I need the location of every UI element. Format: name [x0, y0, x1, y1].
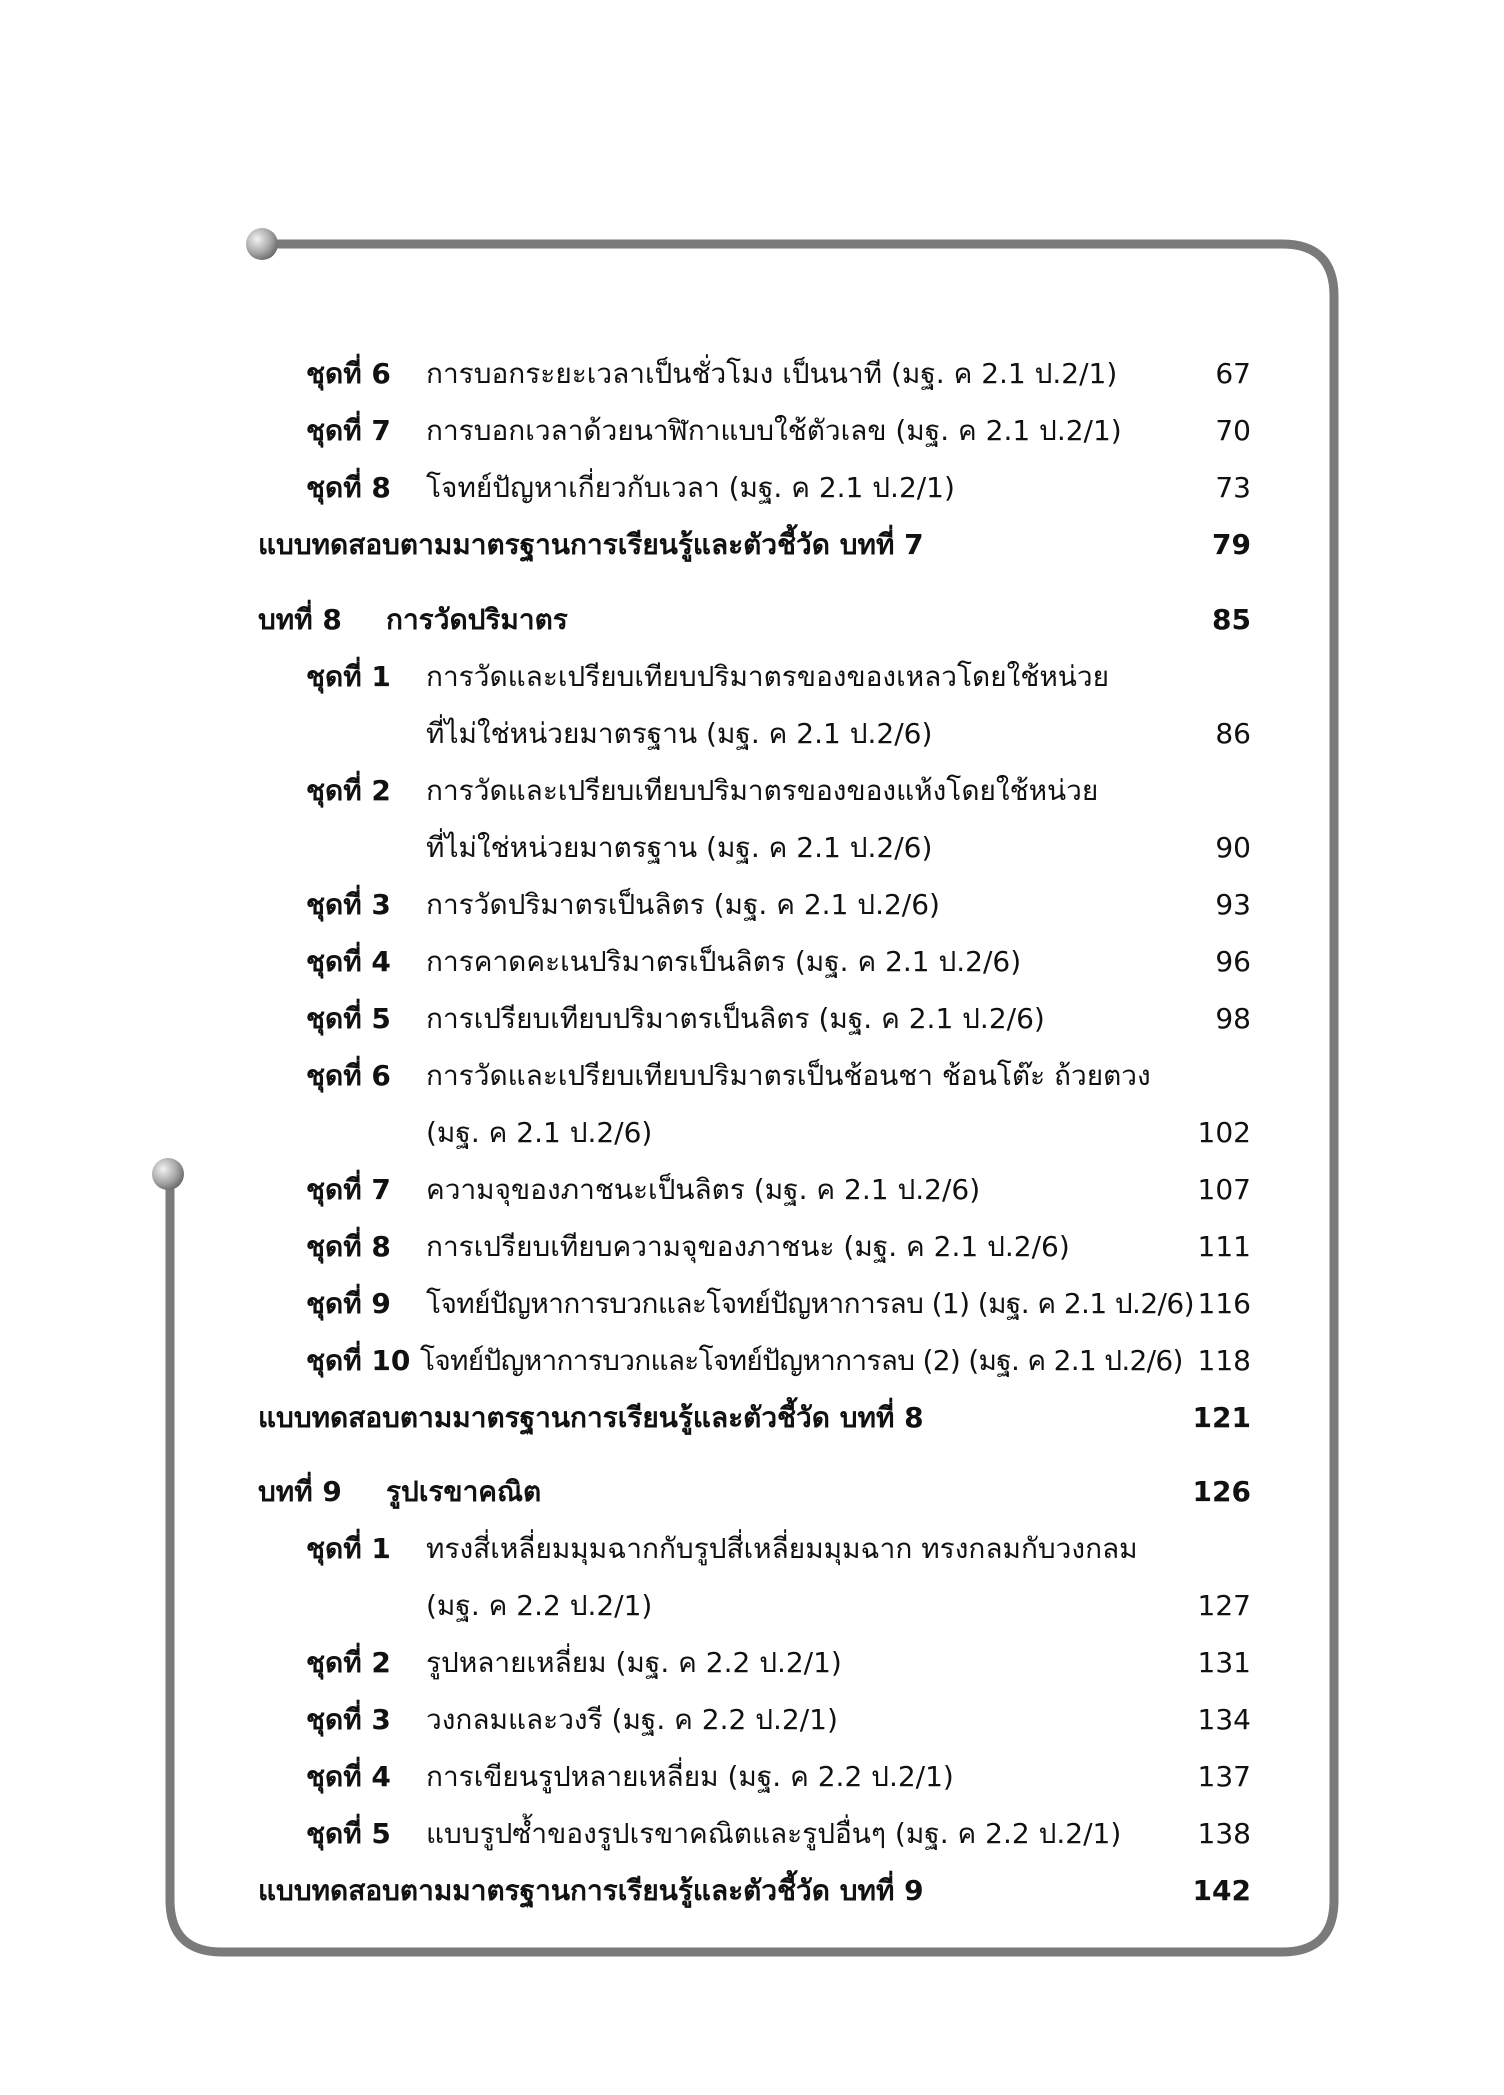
toc-entry-label: ชุดที่ 5 [306, 1817, 391, 1850]
toc-entry-title: โจทย์ปัญหาการบวกและโจทย์ปัญหาการลบ (2) (มฐ. ค 2.1 ป.2/6) [420, 1344, 1183, 1377]
toc-entry-label: ชุดที่ 1 [306, 1532, 391, 1565]
toc-entry-title: แบบทดสอบตามมาตรฐานการเรียนรู้และตัวชี้วัด บทที่ 8 [258, 1401, 924, 1434]
toc-chapter-title: รูปเรขาคณิต [386, 1475, 542, 1508]
toc-entry-title: โจทย์ปัญหาการบวกและโจทย์ปัญหาการลบ (1) (มฐ. ค 2.1 ป.2/6) [426, 1287, 1194, 1320]
toc-entry-title: การเขียนรูปหลายเหลี่ยม (มฐ. ค 2.2 ป.2/1) [426, 1760, 954, 1793]
toc-entry-label: ชุดที่ 3 [306, 888, 391, 921]
toc-entry-page: 93 [1215, 888, 1251, 921]
toc-entry-title: ความจุของภาชนะเป็นลิตร (มฐ. ค 2.1 ป.2/6) [426, 1173, 981, 1206]
toc-entry-title: การบอกเวลาด้วยนาฬิกาแบบใช้ตัวเลข (มฐ. ค 2.1 ป.2/1) [426, 414, 1122, 447]
toc-entry-title: การวัดและเปรียบเทียบปริมาตรเป็นช้อนชา ช้อนโต๊ะ ถ้วยตวง [426, 1059, 1151, 1092]
toc-entry-label: ชุดที่ 7 [306, 1173, 391, 1206]
toc-entry-title: รูปหลายเหลี่ยม (มฐ. ค 2.2 ป.2/1) [426, 1646, 842, 1679]
toc-entry-page: 98 [1215, 1002, 1251, 1035]
toc-entry-page: 118 [1197, 1344, 1251, 1377]
toc-entry-label: ชุดที่ 2 [306, 1646, 391, 1679]
toc-entry-title: การวัดและเปรียบเทียบปริมาตรของของแห้งโดยใช้หน่วย [426, 774, 1099, 807]
toc-entry-page: 126 [1192, 1475, 1251, 1508]
toc-entry-label: ชุดที่ 4 [306, 1760, 391, 1793]
toc-entry-page: 70 [1215, 414, 1251, 447]
toc-entry-title: ทรงสี่เหลี่ยมมุมฉากกับรูปสี่เหลี่ยมมุมฉาก ทรงกลมกับวงกลม [426, 1532, 1138, 1565]
toc-entry-page: 116 [1197, 1287, 1251, 1320]
toc-entry-label: ชุดที่ 10 [306, 1344, 411, 1377]
toc-entry-page: 96 [1215, 945, 1251, 978]
toc-chapter-label: บทที่ 9 [258, 1475, 342, 1508]
toc-entry-label: ชุดที่ 4 [306, 945, 391, 978]
toc-entry-label: ชุดที่ 8 [306, 471, 391, 504]
toc-entry-label: ชุดที่ 8 [306, 1230, 391, 1263]
toc-entry-page: 79 [1212, 528, 1251, 561]
toc-entry-page: 111 [1197, 1230, 1251, 1263]
toc-entry-label: ชุดที่ 1 [306, 660, 391, 693]
toc-entry-page: 131 [1197, 1646, 1251, 1679]
toc-entry-page: 107 [1197, 1173, 1251, 1206]
toc-entry-page: 86 [1215, 717, 1251, 750]
toc-entry-page: 127 [1197, 1589, 1251, 1622]
toc-entry-page: 137 [1197, 1760, 1251, 1793]
toc-entry-page: 138 [1197, 1817, 1251, 1850]
toc-entry-page: 142 [1192, 1874, 1251, 1907]
toc-entry-title: การวัดและเปรียบเทียบปริมาตรของของเหลวโดยใช้หน่วย [426, 660, 1110, 693]
toc-entry-label: ชุดที่ 6 [306, 357, 391, 390]
toc-entry-label: ชุดที่ 2 [306, 774, 391, 807]
toc-entry-title: (มฐ. ค 2.2 ป.2/1) [426, 1589, 653, 1622]
toc-entry-page: 121 [1192, 1401, 1251, 1434]
toc-entry-title: วงกลมและวงรี (มฐ. ค 2.2 ป.2/1) [426, 1703, 838, 1736]
toc-entry-page: 67 [1215, 357, 1251, 390]
toc-entry-title: การบอกระยะเวลาเป็นชั่วโมง เป็นนาที (มฐ. ค 2.1 ป.2/1) [426, 357, 1118, 390]
toc-entry-title: การคาดคะเนปริมาตรเป็นลิตร (มฐ. ค 2.1 ป.2/6) [426, 945, 1022, 978]
toc-entry-label: ชุดที่ 7 [306, 414, 391, 447]
toc-entry-label: ชุดที่ 3 [306, 1703, 391, 1736]
toc-entry-label: ชุดที่ 5 [306, 1002, 391, 1035]
toc-chapter-title: การวัดปริมาตร [386, 603, 568, 636]
toc-entry-page: 73 [1215, 471, 1251, 504]
toc-entry-title: แบบรูปซ้ำของรูปเรขาคณิตและรูปอื่นๆ (มฐ. ค 2.2 ป.2/1) [426, 1817, 1122, 1850]
toc-entry-page: 134 [1197, 1703, 1251, 1736]
toc-entry-label: ชุดที่ 6 [306, 1059, 391, 1092]
toc-entry-title: การวัดปริมาตรเป็นลิตร (มฐ. ค 2.1 ป.2/6) [426, 888, 940, 921]
toc-entry-title: ที่ไม่ใช่หน่วยมาตรฐาน (มฐ. ค 2.1 ป.2/6) [426, 831, 933, 864]
toc-entry-page: 90 [1215, 831, 1251, 864]
toc-entry-title: แบบทดสอบตามมาตรฐานการเรียนรู้และตัวชี้วัด บทที่ 7 [258, 528, 924, 561]
toc-entry-label: ชุดที่ 9 [306, 1287, 391, 1320]
toc-entry-page: 85 [1212, 603, 1251, 636]
toc-entry-title: แบบทดสอบตามมาตรฐานการเรียนรู้และตัวชี้วัด บทที่ 9 [258, 1874, 924, 1907]
toc-chapter-label: บทที่ 8 [258, 603, 342, 636]
toc-entry-title: การเปรียบเทียบความจุของภาชนะ (มฐ. ค 2.1 ป.2/6) [426, 1230, 1070, 1263]
toc-entry-title: (มฐ. ค 2.1 ป.2/6) [426, 1116, 653, 1149]
toc-entry-page: 102 [1197, 1116, 1251, 1149]
toc-entry-title: การเปรียบเทียบปริมาตรเป็นลิตร (มฐ. ค 2.1 ป.2/6) [426, 1002, 1045, 1035]
toc-entry-title: โจทย์ปัญหาเกี่ยวกับเวลา (มฐ. ค 2.1 ป.2/1) [426, 471, 955, 504]
toc-entry-title: ที่ไม่ใช่หน่วยมาตรฐาน (มฐ. ค 2.1 ป.2/6) [426, 717, 933, 750]
